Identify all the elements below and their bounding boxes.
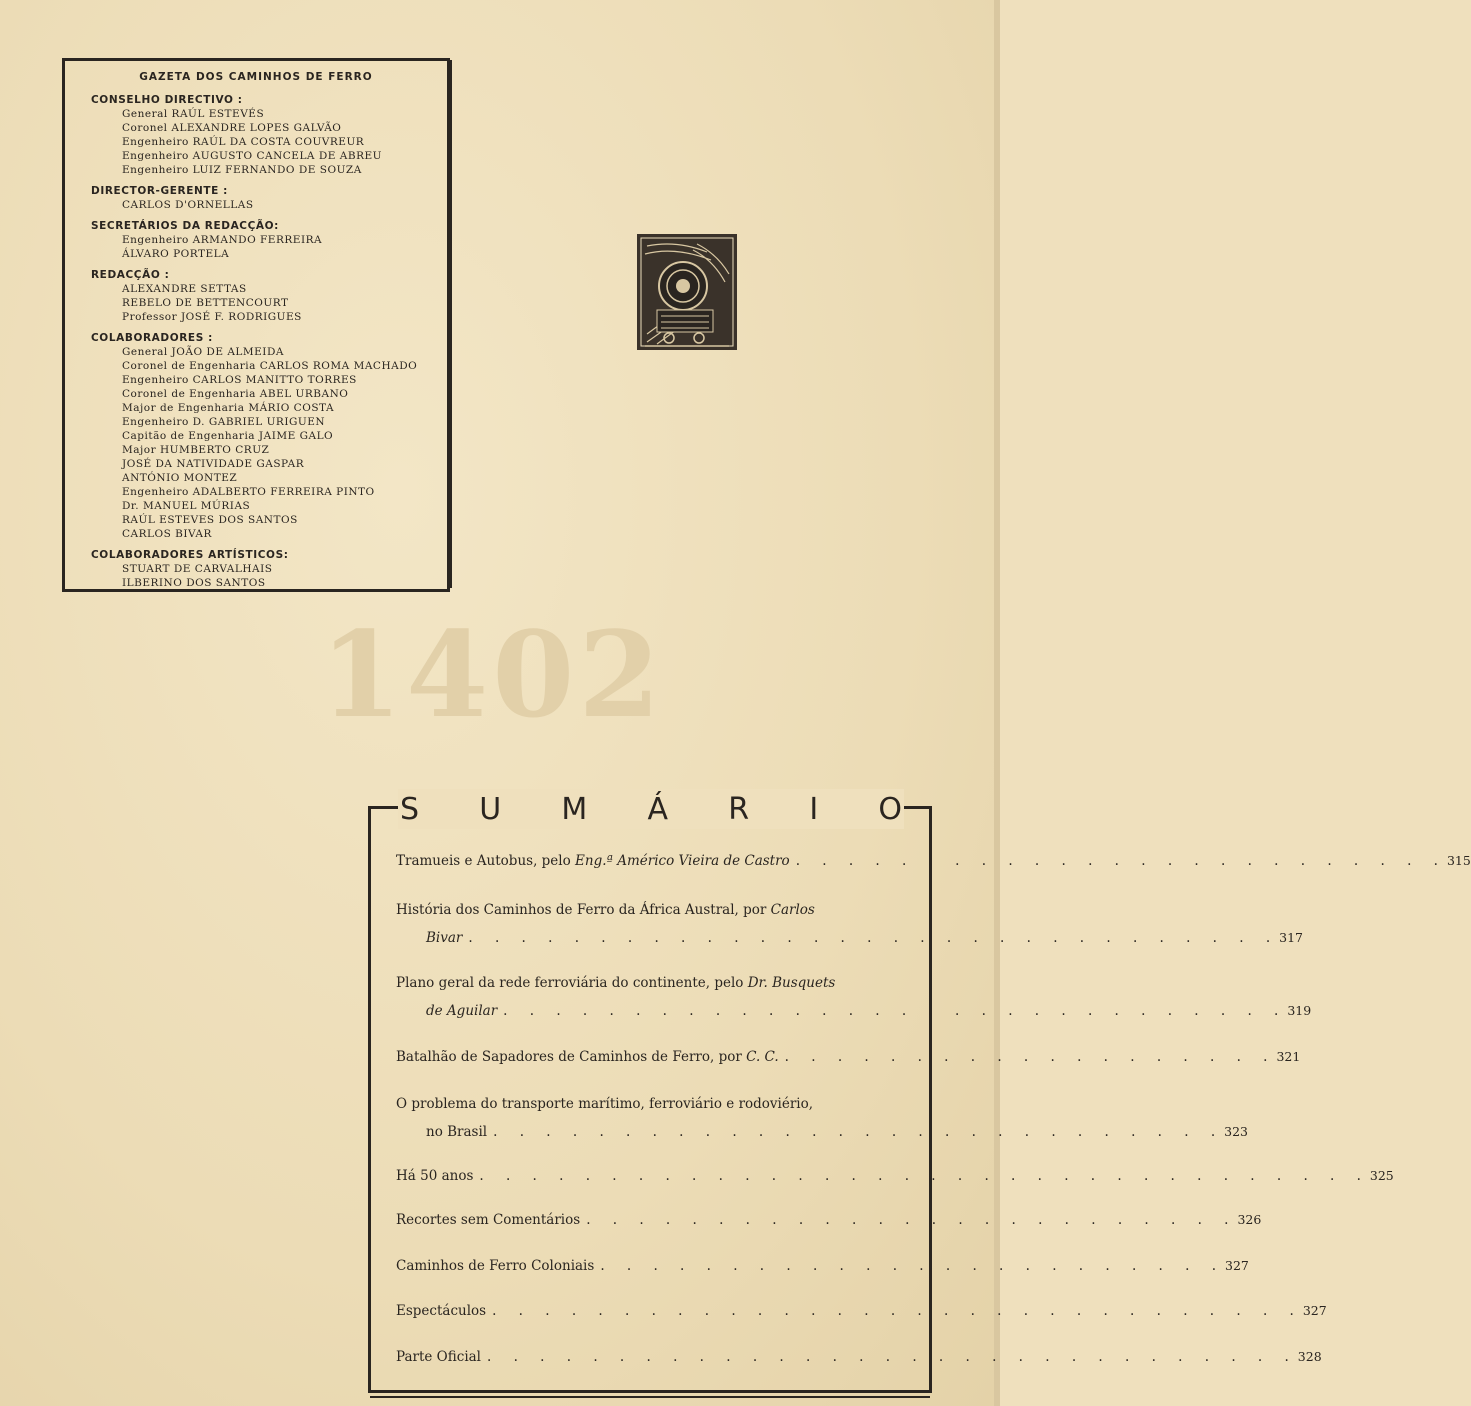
section-heading: REDACÇÃO : xyxy=(91,269,170,281)
toc-entry[interactable] xyxy=(396,1166,1394,1186)
sumario-letter: U xyxy=(479,791,502,827)
dot-leader: . . . . . . . . . . . . . . . . . . . . . . . . . . . . . . . xyxy=(468,930,1280,946)
staff-box xyxy=(62,58,450,592)
toc-page-number: 325 xyxy=(1369,1168,1394,1183)
dot-leader: . . . . . . . . . . . . . . . . . . . . . . . . . xyxy=(586,1212,1238,1228)
person: CARLOS D'ORNELLAS xyxy=(122,199,254,211)
sumario-letter: R xyxy=(728,791,750,827)
toc-entry-title: Caminhos de Ferro Coloniais xyxy=(396,1258,595,1274)
toc-entry[interactable] xyxy=(396,900,1304,948)
person: Dr. MANUEL MÚRIAS xyxy=(122,500,251,512)
section-heading: DIRECTOR-GERENTE : xyxy=(91,185,228,197)
person: Professor JOSÉ F. RODRIGUES xyxy=(122,311,302,323)
person: Coronel de Engenharia ABEL URBANO xyxy=(122,388,349,400)
toc-entry-title: História dos Caminhos de Ferro da África Austral, por xyxy=(396,902,771,918)
toc-entry-author: Eng.ª Américo Vieira de Castro xyxy=(575,853,790,869)
sumario-letter: S xyxy=(400,791,420,827)
toc-entry[interactable] xyxy=(396,1047,1301,1067)
dot-leader: . . . . . . . . . . . . . . . . . . . . . . . . . xyxy=(795,853,1447,869)
person: ANTÓNIO MONTEZ xyxy=(122,472,238,484)
page-edge xyxy=(994,0,1000,1406)
toc-page-number: 323 xyxy=(1224,1124,1248,1139)
section-heading: CONSELHO DIRECTIVO : xyxy=(91,94,243,106)
toc-page-number: 327 xyxy=(1225,1258,1249,1273)
toc-entry[interactable] xyxy=(396,1094,1248,1142)
person: ÁLVARO PORTELA xyxy=(122,248,230,260)
toc-page-number: 317 xyxy=(1279,930,1304,945)
toc-entry-title: Há 50 anos xyxy=(396,1168,474,1184)
toc-page-number: 326 xyxy=(1237,1212,1262,1227)
toc-entry[interactable] xyxy=(396,1301,1327,1321)
person: CARLOS BIVAR xyxy=(122,528,212,540)
section-conselho xyxy=(91,94,439,177)
toc-entry-author: Carlos xyxy=(770,902,815,918)
section-heading: COLABORADORES : xyxy=(91,332,213,344)
toc-page-number: 327 xyxy=(1302,1303,1327,1318)
toc-page-number: 315 xyxy=(1446,853,1471,868)
person: Coronel ALEXANDRE LOPES GALVÃO xyxy=(122,122,342,134)
section-colaboradores xyxy=(91,332,439,541)
toc-entry-title: Recortes sem Comentários xyxy=(396,1212,581,1228)
person: STUART DE CARVALHAIS xyxy=(122,563,273,575)
toc-entry-title: O problema do transporte marítimo, ferroviário e rodoviério, xyxy=(396,1096,814,1112)
person: Engenheiro CARLOS MANITTO TORRES xyxy=(122,374,357,386)
toc-page-number: 321 xyxy=(1276,1049,1301,1064)
section-redaccao xyxy=(91,269,439,324)
section-secretarios xyxy=(91,220,439,261)
person: Major de Engenharia MÁRIO COSTA xyxy=(122,402,335,414)
person: Engenheiro AUGUSTO CANCELA DE ABREU xyxy=(122,150,382,162)
bleed-through-number: 1402 xyxy=(320,605,665,744)
dot-leader: . . . . . . . . . . . . . . . . . . . . . . . . xyxy=(600,1258,1226,1274)
dot-leader: . . . . . . . . . . . . . . . . . . . . . . . . . . . . . . xyxy=(503,1003,1288,1019)
gazette-title: GAZETA DOS CAMINHOS DE FERRO xyxy=(139,71,373,83)
toc-entry-title: Plano geral da rede ferroviária do continente, pelo xyxy=(396,975,748,991)
toc-entry-title: Parte Oficial xyxy=(396,1349,482,1365)
toc-entry-author: Bivar xyxy=(426,930,463,946)
toc-page-number: 319 xyxy=(1287,1003,1312,1018)
person: Coronel de Engenharia CARLOS ROMA MACHADO xyxy=(122,360,418,372)
section-artisticos xyxy=(91,549,439,590)
sumario-letter: O xyxy=(878,791,902,827)
toc-entry[interactable] xyxy=(396,973,1312,1021)
sumario-letter: I xyxy=(809,791,819,827)
sumario-letter: Á xyxy=(647,791,669,827)
section-heading: COLABORADORES ARTÍSTICOS: xyxy=(91,549,289,561)
sumario-title xyxy=(398,789,904,829)
toc-entry-author: C. C. xyxy=(746,1049,779,1065)
toc-entry[interactable] xyxy=(396,1347,1322,1367)
dot-leader: . . . . . . . . . . . . . . . . . . . xyxy=(784,1049,1277,1065)
toc-entry[interactable] xyxy=(396,1256,1249,1276)
person: REBELO DE BETTENCOURT xyxy=(122,297,289,309)
person: Major HUMBERTO CRUZ xyxy=(122,444,270,456)
sumario-letter: M xyxy=(561,791,588,827)
toc-entry-author: Dr. Busquets xyxy=(747,975,836,991)
toc-entry-title: Batalhão de Sapadores de Caminhos de Ferro, por xyxy=(396,1049,747,1065)
toc-entry-title: Espectáculos xyxy=(396,1303,487,1319)
toc-entry-title: Tramueis e Autobus, pelo xyxy=(396,853,576,869)
section-heading: SECRETÁRIOS DA REDACÇÃO: xyxy=(91,220,279,232)
person: Engenheiro D. GABRIEL URIGUEN xyxy=(122,416,326,428)
section-director xyxy=(91,185,439,212)
person: JOSÉ DA NATIVIDADE GASPAR xyxy=(122,458,305,470)
locomotive-woodcut-icon xyxy=(637,234,737,350)
person: ILBERINO DOS SANTOS xyxy=(122,577,266,589)
toc-entry-title: no Brasil xyxy=(426,1124,488,1140)
person: Engenheiro LUIZ FERNANDO DE SOUZA xyxy=(122,164,362,176)
dot-leader: . . . . . . . . . . . . . . . . . . . . . . . . . . . . . . . . . . xyxy=(479,1168,1370,1184)
person: Capitão de Engenharia JAIME GALO xyxy=(122,430,334,442)
person: General JOÃO DE ALMEIDA xyxy=(122,346,284,358)
person: General RAÚL ESTEVÉS xyxy=(122,108,265,120)
dot-leader: . . . . . . . . . . . . . . . . . . . . . . . . . . . . xyxy=(493,1124,1225,1140)
person: Engenheiro RAÚL DA COSTA COUVREUR xyxy=(122,136,365,148)
dot-leader: . . . . . . . . . . . . . . . . . . . . . . . . . . . . . . . xyxy=(492,1303,1303,1319)
toc-entry[interactable] xyxy=(396,1210,1262,1230)
person: Engenheiro ADALBERTO FERREIRA PINTO xyxy=(122,486,375,498)
toc-page-number: 328 xyxy=(1297,1349,1322,1364)
toc-entry[interactable] xyxy=(396,851,1471,871)
person: Engenheiro ARMANDO FERREIRA xyxy=(122,234,323,246)
dot-leader: . . . . . . . . . . . . . . . . . . . . . . . . . . . . . . . xyxy=(487,1349,1298,1365)
person: ALEXANDRE SETTAS xyxy=(122,283,247,295)
person: RAÚL ESTEVES DOS SANTOS xyxy=(122,514,298,526)
toc-entry-author: de Aguilar xyxy=(426,1003,498,1019)
